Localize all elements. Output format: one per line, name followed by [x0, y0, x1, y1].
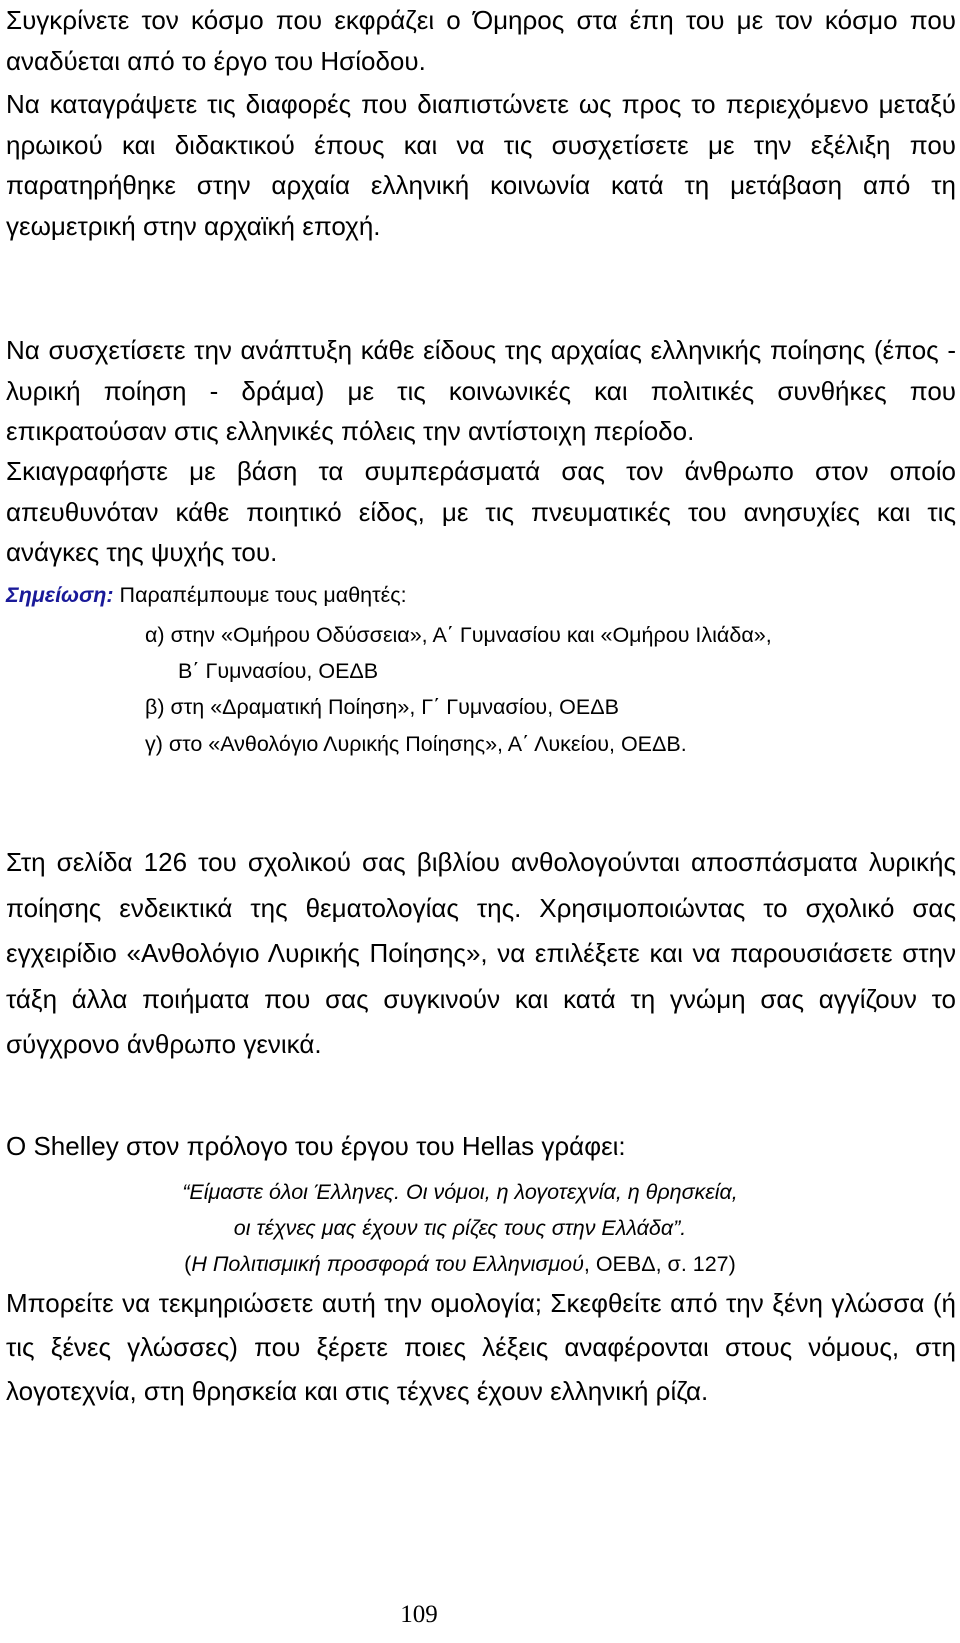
- quote-line-1: “Είμαστε όλοι Έλληνες. Οι νόμοι, η λογοτεχνία, η θρησκεία,: [182, 1180, 738, 1204]
- note-intro: Παραπέμπουμε τους μαθητές:: [119, 583, 407, 607]
- note-item-b: β) στη «Δραματική Ποίηση», Γ΄ Γυμνασίου, ΟΕΔΒ: [145, 695, 619, 719]
- paragraph-poetry-development: Να συσχετίσετε την ανάπτυξη κάθε είδους της αρχαίας ελληνικής ποίησης (έπος - λυρική ποίηση - δράμα) με τις κοινωνικές και πολιτικές συνθήκες που επικρατούσαν στις ελληνικές πόλεις την αντίστοιχη περίοδο.: [6, 335, 956, 446]
- note-item-a-continued: Β΄ Γυμνασίου, ΟΕΔΒ: [178, 659, 379, 683]
- quote-source-open: (: [184, 1252, 192, 1276]
- paragraph-homer-hesiod: Συγκρίνετε τον κόσμο που εκφράζει ο Όμηρος στα έπη του με τον κόσμο που αναδύεται από το έργο του Ησίοδου.: [6, 5, 956, 76]
- page-number: 109: [400, 1601, 438, 1628]
- quote-source-rest: , ΟΕΒΔ, σ. 127): [583, 1252, 736, 1276]
- note-item-a: α) στην «Ομήρου Οδύσσεια», Α΄ Γυμνασίου και «Ομήρου Ιλιάδα»,: [145, 623, 772, 647]
- paragraph-shelley-intro: Ο Shelley στον πρόλογο του έργου του Hellas γράφει:: [6, 1131, 626, 1161]
- paragraph-lyric-poetry: Στη σελίδα 126 του σχολικού σας βιβλίου ανθολογούνται αποσπάσματα λυρικής ποίησης ενδεικτικά της θεματολογίας της. Χρησιμοποιώντας το σχολικό σας εγχειρίδιο «Ανθολόγιο Λυρικής Ποίησης», να επιλέξετε και να παρουσιάσετε στην τάξη άλλα ποιήματα που σας συγκινούν και κατά τη γνώμη σας αγγίζουν το σύγχρονο άνθρωπο γενικά.: [6, 847, 956, 1059]
- quote-source: [0, 1249, 920, 1279]
- paragraph-audience-sketch: Σκιαγραφήστε με βάση τα συμπεράσματά σας τον άνθρωπο στον οποίο απευθυνόταν κάθε ποιητικό είδος, με τις πνευματικές του ανησυχίες και τις ανάγκες της ψυχής του.: [6, 456, 956, 567]
- paragraph-shelley-question: Μπορείτε να τεκμηριώσετε αυτή την ομολογία; Σκεφθείτε από την ξένη γλώσσα (ή τις ξένες γλώσσες) που ξέρετε ποιες λέξεις αναφέρονται στους νόμους, στη λογοτεχνία, στη θρησκεία και στις τέχνες έχουν ελληνική ρίζα.: [6, 1288, 956, 1406]
- note-header: [6, 580, 407, 610]
- note-item-c: γ) στο «Ανθολόγιο Λυρικής Ποίησης», Α΄ Λυκείου, ΟΕΔΒ.: [145, 732, 687, 756]
- paragraph-epic-differences: Να καταγράψετε τις διαφορές που διαπιστώνετε ως προς το περιεχόμενο μεταξύ ηρωικού και διδακτικού έπους και να τις συσχετίσετε με την εξέλιξη που παρατηρήθηκε στην αρχαία ελληνική κοινωνία κατά τη μετάβαση από τη γεωμετρική στην αρχαϊκή εποχή.: [6, 89, 956, 241]
- note-label: Σημείωση:: [6, 583, 114, 607]
- quote-line-2: οι τέχνες μας έχουν τις ρίζες τους στην Ελλάδα”.: [233, 1216, 687, 1240]
- quote-source-title: Η Πολιτισμική προσφορά του Ελληνισμού: [191, 1252, 584, 1276]
